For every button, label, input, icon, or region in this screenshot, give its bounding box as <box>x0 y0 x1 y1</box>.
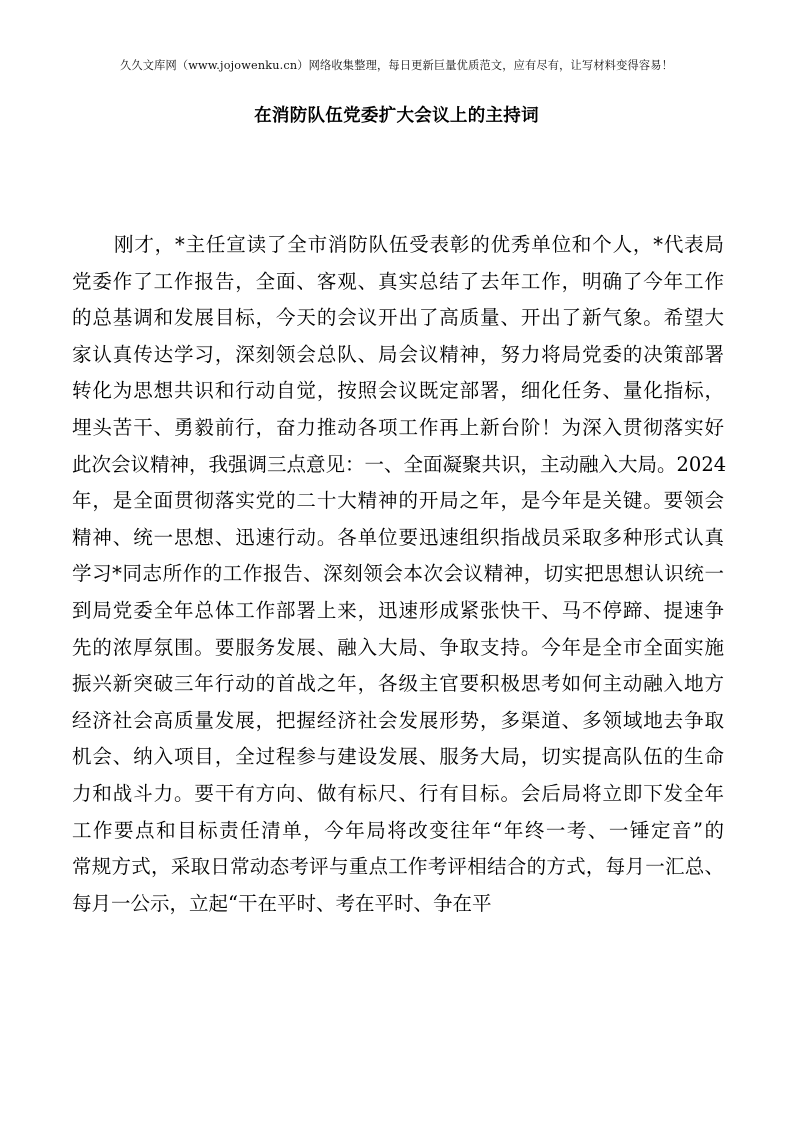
paragraph-line: 转化为思想共识和行动自觉，按照会议既定部署，细化任务、量化指标， <box>72 379 724 403</box>
paragraph-line: 年，是全面贯彻落实党的二十大精神的开局之年，是今年是关键。要领会 <box>72 489 724 513</box>
paragraph-line: 学习*同志所作的工作报告、深刻领会本次会议精神，切实把思想认识统一 <box>72 562 724 586</box>
body-paragraph <box>72 227 727 922</box>
paragraph-line: 精神、统一思想、迅速行动。各单位要迅速组织指战员采取多种形式认真 <box>72 525 724 549</box>
paragraph-line: 到局党委全年总体工作部署上来，迅速形成紧张快干、马不停蹄、提速争 <box>72 598 724 622</box>
paragraph-line: 力和战斗力。要干有方向、做有标尺、行有目标。会后局将立即下发全年 <box>72 781 724 805</box>
paragraph-line: 刚才，*主任宣读了全市消防队伍受表彰的优秀单位和个人，*代表局 <box>114 233 724 256</box>
paragraph-line: 机会、纳入项目，全过程参与建设发展、服务大局，切实提高队伍的生命 <box>72 745 724 769</box>
document-title: 在消防队伍党委扩大会议上的主持词 <box>254 106 539 126</box>
header-banner: 久久文库网（www.jojowenku.cn）网络收集整理，每日更新巨量优质范文，应有尽有，让写材料变得容易！ <box>119 59 674 72</box>
paragraph-line: 经济社会高质量发展，把握经济社会发展形势，多渠道、多领域地去争取 <box>72 708 724 732</box>
paragraph-line: 工作要点和目标责任清单，今年局将改变往年“年终一考、一锤定音”的 <box>72 818 724 842</box>
paragraph-line: 常规方式，采取日常动态考评与重点工作考评相结合的方式，每月一汇总、 <box>72 855 724 879</box>
paragraph-line: 的总基调和发展目标，今天的会议开出了高质量、开出了新气象。希望大 <box>72 306 724 330</box>
paragraph-line: 此次会议精神，我强调三点意见：一、全面凝聚共识，主动融入大局。2024 <box>72 452 727 476</box>
paragraph-line: 振兴新突破三年行动的首战之年，各级主官要积极思考如何主动融入地方 <box>72 672 724 696</box>
paragraph-line: 先的浓厚氛围。要服务发展、融入大局、争取支持。今年是全市全面实施 <box>72 635 724 659</box>
paragraph-line: 家认真传达学习，深刻领会总队、局会议精神，努力将局党委的决策部署 <box>72 342 724 366</box>
paragraph-line: 埋头苦干、勇毅前行，奋力推动各项工作再上新台阶！为深入贯彻落实好 <box>72 415 724 439</box>
paragraph-line: 党委作了工作报告，全面、客观、真实总结了去年工作，明确了今年工作 <box>72 269 724 293</box>
paragraph-line: 每月一公示，立起“干在平时、考在平时、争在平 <box>72 891 492 915</box>
